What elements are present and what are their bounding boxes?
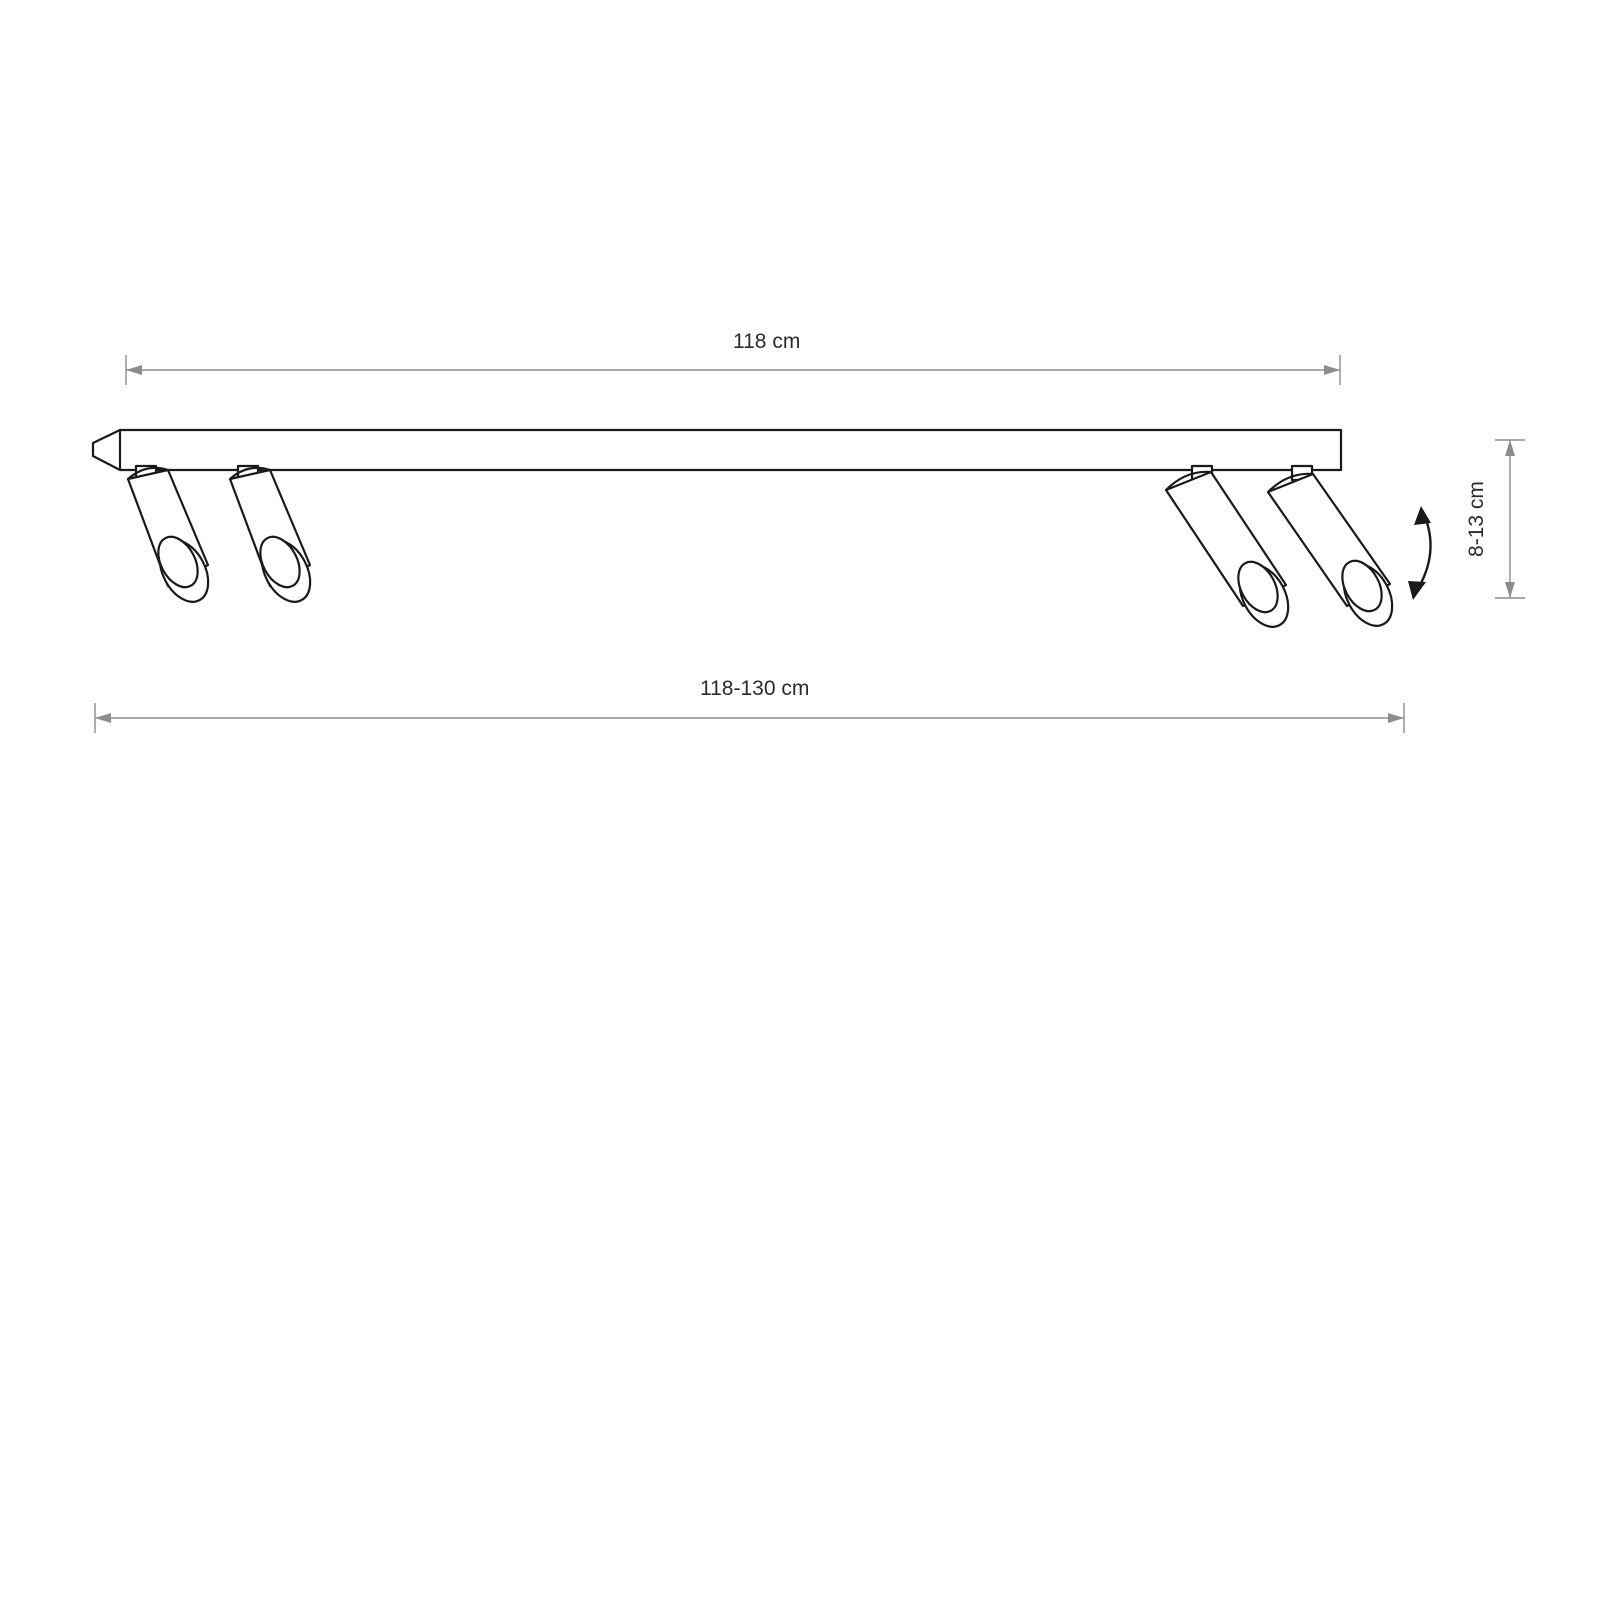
rotation-arc-arrow [1408,506,1431,600]
bottom-dimension-group [95,677,1404,733]
spot-head-1 [128,466,218,610]
top-dimension-arrow-right [1324,365,1340,375]
bar-body [93,430,1341,470]
bottom-dimension-arrow-right [1388,713,1404,723]
top-dimension-arrow-left [126,365,142,375]
right-dimension-group [1465,440,1525,598]
ceiling-mount-bar [93,430,1341,470]
rotation-arc-arrowhead-bottom [1408,581,1426,600]
bottom-dimension-arrow-left [95,713,111,723]
rotation-arc-arrowhead-top [1414,506,1431,525]
right-dimension-arrow-top [1505,440,1515,456]
top-dimension-group [126,330,1340,385]
bottom-dimension-label: 118-130 cm [700,677,810,700]
spot-head-2 [230,466,320,610]
top-dimension-label: 118 cm [733,330,801,353]
right-dimension-label: 8-13 cm [1465,481,1488,557]
right-dimension-arrow-bottom [1505,582,1515,598]
